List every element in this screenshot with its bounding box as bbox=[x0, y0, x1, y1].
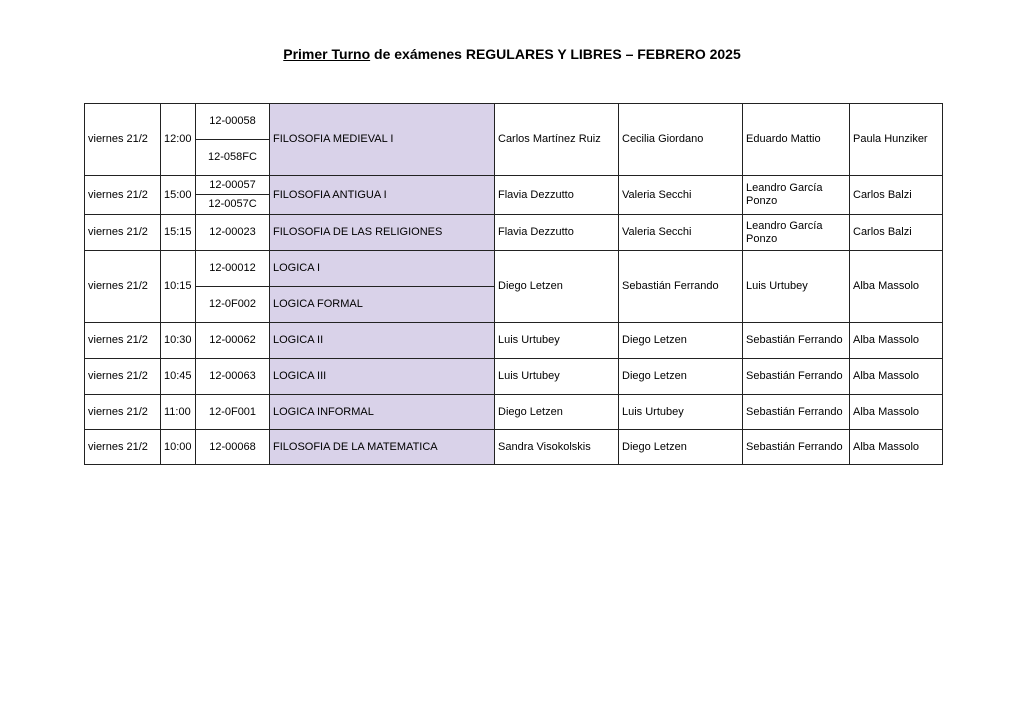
tribunal-member-1: Flavia Dezzutto bbox=[495, 215, 619, 251]
subject-name: FILOSOFIA DE LAS RELIGIONES bbox=[270, 215, 495, 251]
exam-date: viernes 21/2 bbox=[85, 395, 161, 430]
tribunal-member-2: Diego Letzen bbox=[619, 430, 743, 465]
tribunal-member-2: Valeria Secchi bbox=[619, 176, 743, 215]
tribunal-member-1: Luis Urtubey bbox=[495, 359, 619, 395]
table-row bbox=[85, 251, 943, 287]
exam-time: 15:00 bbox=[161, 176, 196, 215]
subject-name: LOGICA II bbox=[270, 323, 495, 359]
subject-name: LOGICA INFORMAL bbox=[270, 395, 495, 430]
tribunal-member-1: Sandra Visokolskis bbox=[495, 430, 619, 465]
exam-time: 10:30 bbox=[161, 323, 196, 359]
table-row bbox=[85, 359, 943, 395]
tribunal-member-4: Alba Massolo bbox=[850, 359, 943, 395]
subject-code: 12-00068 bbox=[196, 430, 270, 465]
tribunal-member-4: Alba Massolo bbox=[850, 430, 943, 465]
subject-code: 12-00023 bbox=[196, 215, 270, 251]
table-row bbox=[85, 104, 943, 140]
exam-time: 11:00 bbox=[161, 395, 196, 430]
tribunal-member-4: Alba Massolo bbox=[850, 251, 943, 323]
exam-date: viernes 21/2 bbox=[85, 323, 161, 359]
subject-code: 12-058FC bbox=[196, 140, 270, 176]
exam-date: viernes 21/2 bbox=[85, 251, 161, 323]
title-underlined-part: Primer Turno bbox=[283, 46, 371, 62]
title-rest: de exámenes REGULARES Y LIBRES – FEBRERO 2025 bbox=[370, 46, 741, 62]
tribunal-member-3: Leandro García Ponzo bbox=[743, 176, 850, 215]
table-row bbox=[85, 215, 943, 251]
exam-schedule-table bbox=[84, 103, 943, 465]
tribunal-member-1: Flavia Dezzutto bbox=[495, 176, 619, 215]
tribunal-member-3: Sebastián Ferrando bbox=[743, 395, 850, 430]
tribunal-member-2: Cecilia Giordano bbox=[619, 104, 743, 176]
subject-code: 12-00058 bbox=[196, 104, 270, 140]
tribunal-member-3: Sebastián Ferrando bbox=[743, 430, 850, 465]
table-row bbox=[85, 176, 943, 195]
tribunal-member-3: Eduardo Mattio bbox=[743, 104, 850, 176]
subject-name: FILOSOFIA ANTIGUA I bbox=[270, 176, 495, 215]
subject-name: LOGICA III bbox=[270, 359, 495, 395]
subject-code: 12-0F001 bbox=[196, 395, 270, 430]
subject-name: FILOSOFIA DE LA MATEMATICA bbox=[270, 430, 495, 465]
subject-code: 12-0F002 bbox=[196, 287, 270, 323]
subject-code: 12-00062 bbox=[196, 323, 270, 359]
exam-time: 10:15 bbox=[161, 251, 196, 323]
tribunal-member-1: Diego Letzen bbox=[495, 251, 619, 323]
tribunal-member-3: Sebastián Ferrando bbox=[743, 359, 850, 395]
exam-time: 12:00 bbox=[161, 104, 196, 176]
page-title bbox=[0, 46, 1024, 62]
tribunal-member-4: Paula Hunziker bbox=[850, 104, 943, 176]
exam-time: 15:15 bbox=[161, 215, 196, 251]
tribunal-member-1: Diego Letzen bbox=[495, 395, 619, 430]
exam-date: viernes 21/2 bbox=[85, 215, 161, 251]
tribunal-member-4: Carlos Balzi bbox=[850, 176, 943, 215]
tribunal-member-2: Valeria Secchi bbox=[619, 215, 743, 251]
subject-code: 12-00057 bbox=[196, 176, 270, 195]
tribunal-member-3: Leandro García Ponzo bbox=[743, 215, 850, 251]
subject-name: FILOSOFIA MEDIEVAL I bbox=[270, 104, 495, 176]
tribunal-member-4: Alba Massolo bbox=[850, 323, 943, 359]
exam-date: viernes 21/2 bbox=[85, 176, 161, 215]
tribunal-member-2: Sebastián Ferrando bbox=[619, 251, 743, 323]
exam-time: 10:45 bbox=[161, 359, 196, 395]
tribunal-member-1: Luis Urtubey bbox=[495, 323, 619, 359]
subject-code: 12-00012 bbox=[196, 251, 270, 287]
tribunal-member-2: Diego Letzen bbox=[619, 323, 743, 359]
tribunal-member-4: Carlos Balzi bbox=[850, 215, 943, 251]
tribunal-member-1: Carlos Martínez Ruiz bbox=[495, 104, 619, 176]
subject-code: 12-0057C bbox=[196, 195, 270, 215]
exam-date: viernes 21/2 bbox=[85, 104, 161, 176]
subject-name: LOGICA FORMAL bbox=[270, 287, 495, 323]
tribunal-member-4: Alba Massolo bbox=[850, 395, 943, 430]
table-row bbox=[85, 395, 943, 430]
tribunal-member-3: Luis Urtubey bbox=[743, 251, 850, 323]
table-row bbox=[85, 430, 943, 465]
subject-code: 12-00063 bbox=[196, 359, 270, 395]
exam-time: 10:00 bbox=[161, 430, 196, 465]
subject-name: LOGICA I bbox=[270, 251, 495, 287]
exam-date: viernes 21/2 bbox=[85, 430, 161, 465]
tribunal-member-2: Luis Urtubey bbox=[619, 395, 743, 430]
exam-date: viernes 21/2 bbox=[85, 359, 161, 395]
tribunal-member-2: Diego Letzen bbox=[619, 359, 743, 395]
tribunal-member-3: Sebastián Ferrando bbox=[743, 323, 850, 359]
table-row bbox=[85, 323, 943, 359]
